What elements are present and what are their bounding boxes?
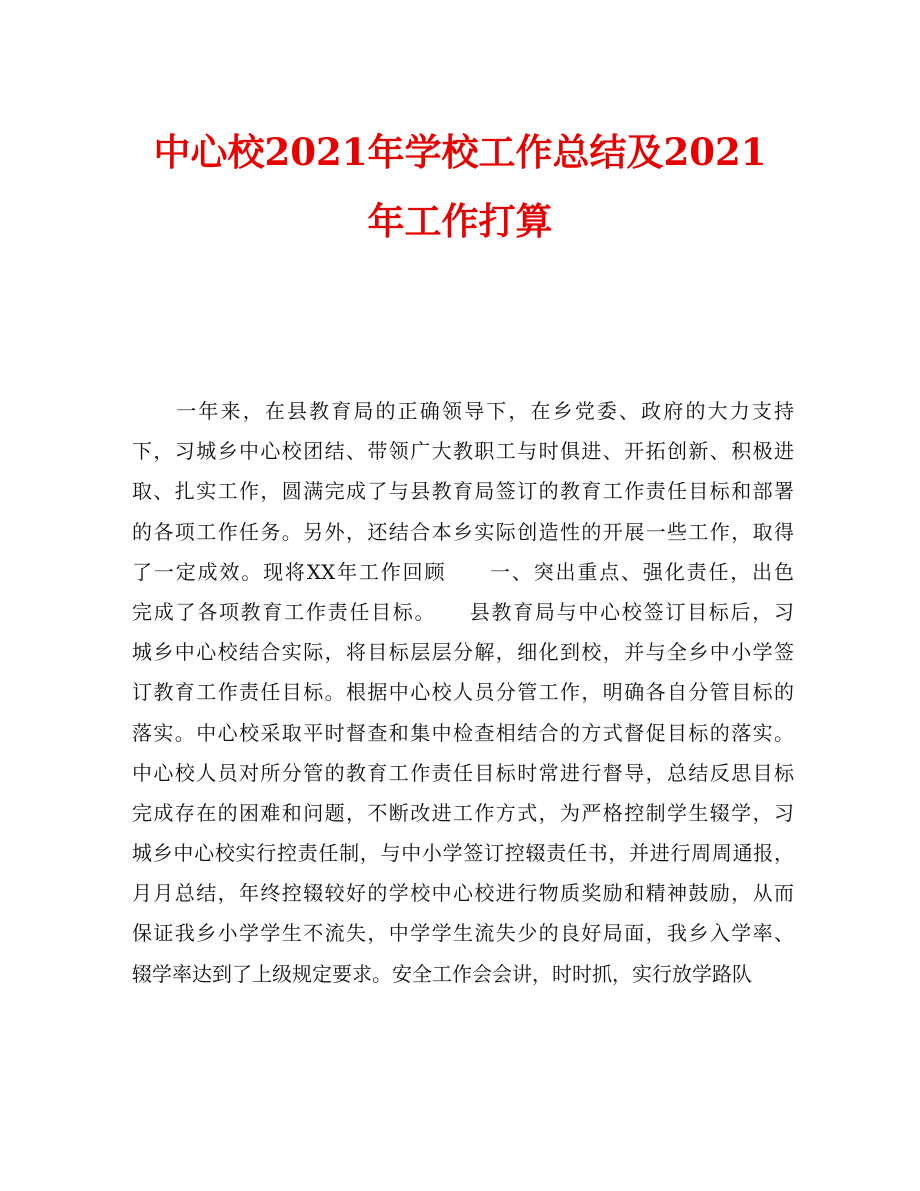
document-title: [100, 118, 820, 256]
body-line: 完成存在的困难和问题，不断改进工作方式，为严格控制学生辍学，习: [132, 800, 794, 825]
body-line: 落实。中心校采取平时督查和集中检查相结合的方式督促目标的落实。: [132, 720, 794, 745]
body-line: 下，习城乡中心校团结、带领广大教职工与时俱进、开拓创新、积极进: [132, 439, 794, 464]
body-line: 取、扎实工作，圆满完成了与县教育局签订的教育工作责任目标和部署: [132, 479, 794, 504]
body-line: 城乡中心校实行控责任制，与中小学签订控辍责任书，并进行周周通报，: [132, 841, 794, 866]
body-line: 月月总结，年终控辍较好的学校中心校进行物质奖励和精神鼓励，从而: [132, 881, 794, 906]
body-line: 了一定成效。现将XX年工作回顾 一、突出重点、强化责任，出色: [132, 559, 794, 584]
body-line: 辍学率达到了上级规定要求。安全工作会会讲，时时抓，实行放学路队: [132, 961, 752, 986]
body-line: 保证我乡小学学生不流失，中学学生流失少的良好局面，我乡入学率、: [132, 921, 794, 946]
document-title-line-1: 中心校2021年学校工作总结及2021: [153, 130, 767, 174]
body-line: 完成了各项教育工作责任目标。 县教育局与中心校签订目标后，习: [132, 599, 794, 624]
document-body: [132, 391, 794, 994]
body-line: 订教育工作责任目标。根据中心校人员分管工作，明确各自分管目标的: [132, 680, 794, 705]
body-line: 城乡中心校结合实际，将目标层层分解，细化到校，并与全乡中小学签: [132, 640, 794, 665]
body-line: 中心校人员对所分管的教育工作责任目标时常进行督导，总结反思目标: [132, 760, 794, 785]
document-title-line-2: 年工作打算: [367, 199, 553, 243]
body-line: 一年来，在县教育局的正确领导下，在乡党委、政府的大力支持: [132, 399, 794, 423]
body-line: 的各项工作任务。另外，还结合本乡实际创造性的开展一些工作，取得: [132, 519, 794, 544]
